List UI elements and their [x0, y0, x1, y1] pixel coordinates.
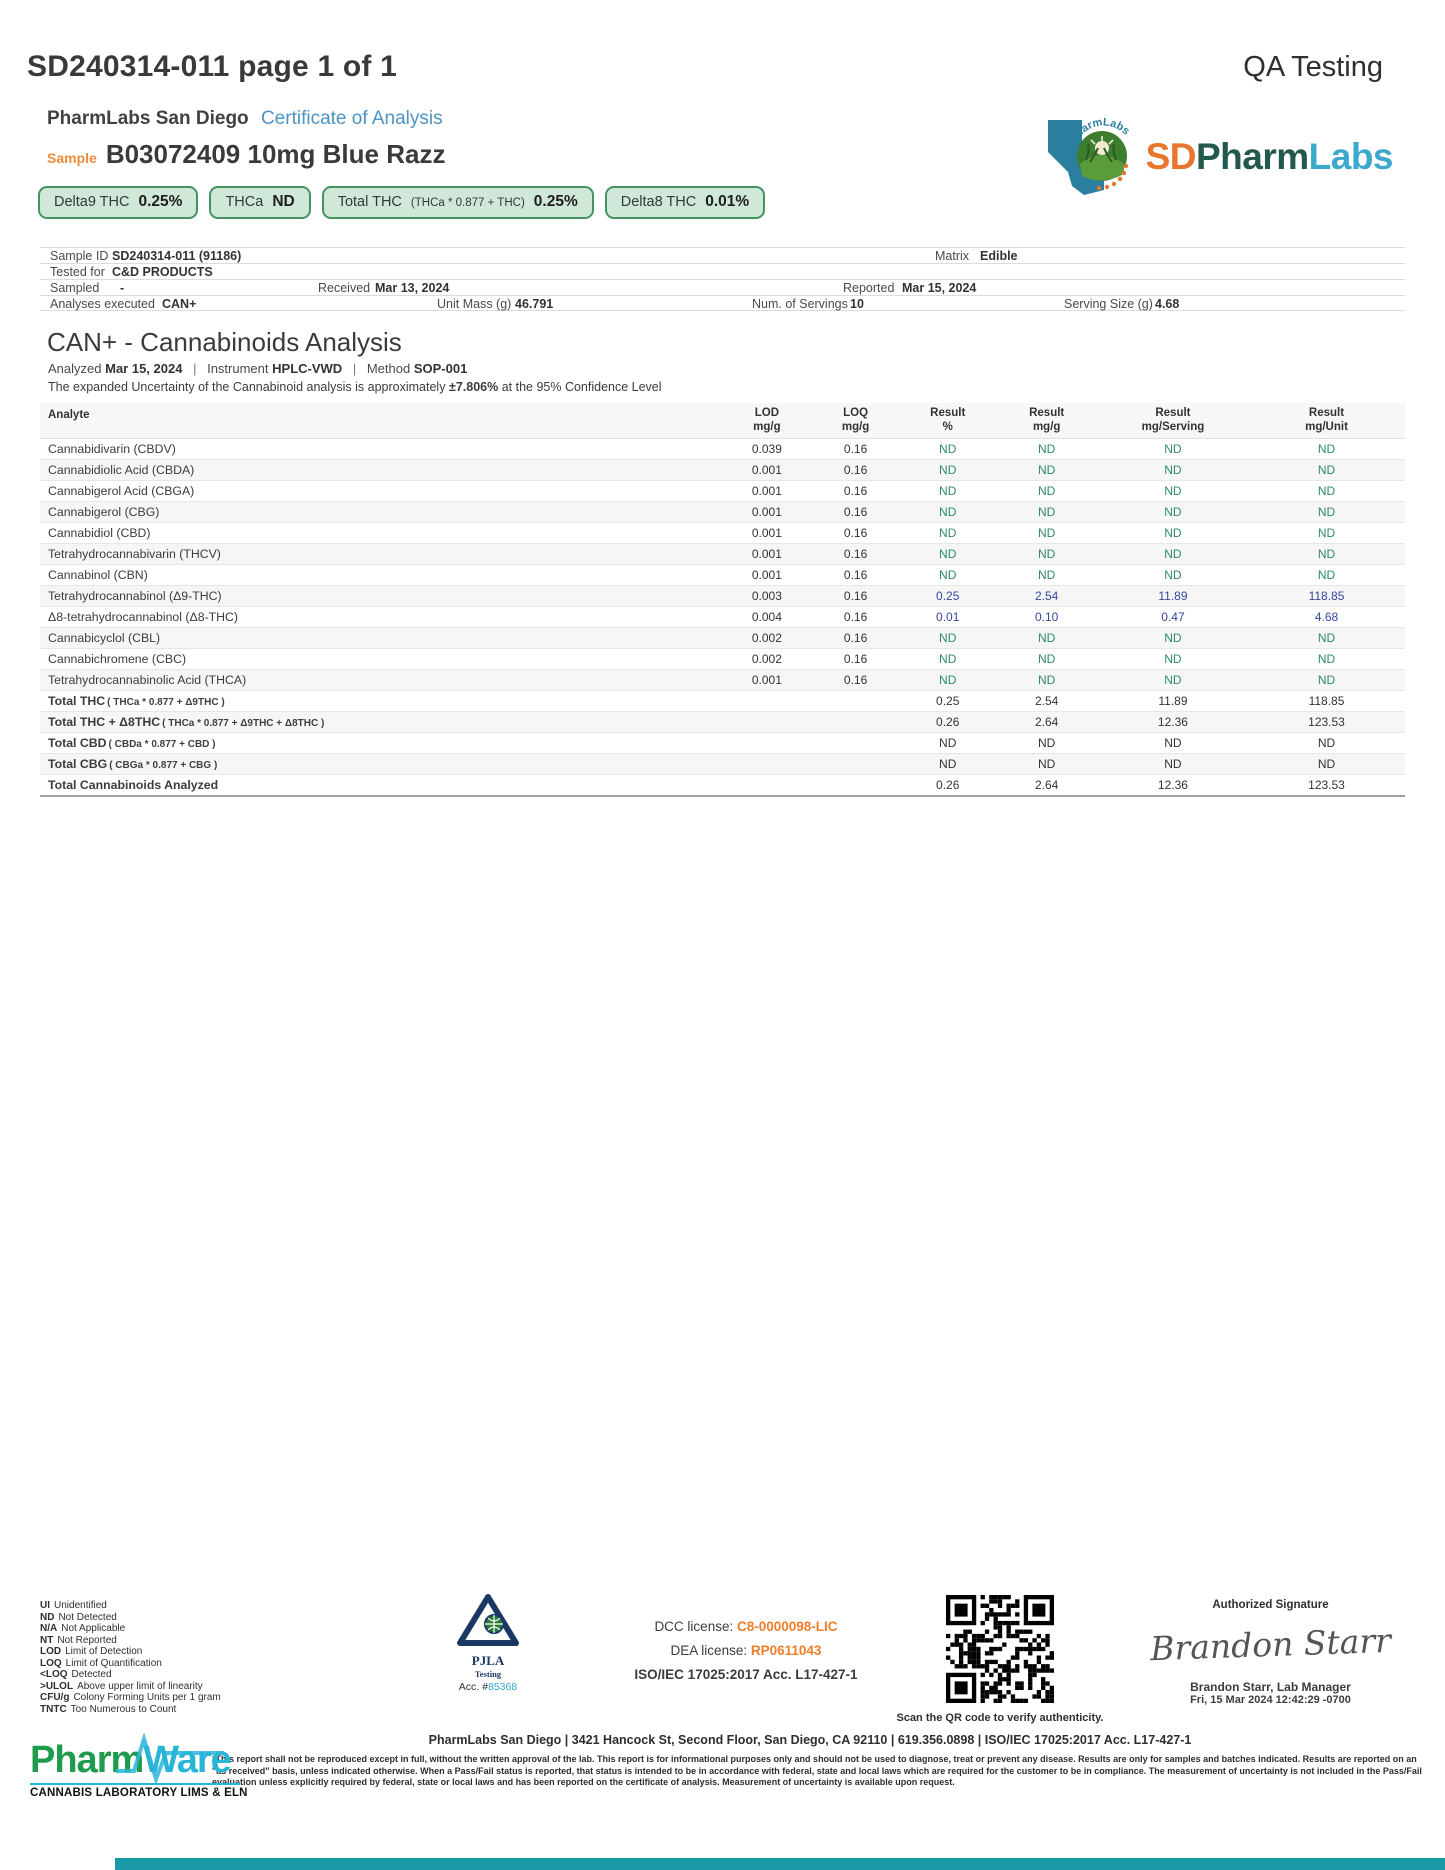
table-row: [40, 501, 1405, 522]
california-emblem-icon: [1042, 116, 1142, 198]
legend-abbr: UI: [40, 1600, 50, 1611]
table-row: [40, 585, 1405, 606]
serving-size-label: Serving Size (g): [1064, 297, 1153, 311]
value-cell: 0.002: [723, 648, 812, 669]
value-cell: ND: [996, 543, 1098, 564]
value-cell: 0.16: [811, 501, 900, 522]
legend-item: [40, 1681, 221, 1693]
value-cell: ND: [996, 522, 1098, 543]
analyte-cell: [40, 564, 723, 585]
footer: [0, 1593, 1445, 1870]
value-cell: ND: [900, 669, 996, 690]
doc-id: SD240314-011 page 1 of 1: [27, 50, 398, 83]
pjla-triangle-icon: [457, 1593, 519, 1647]
analyte-name: Total THC + Δ8THC: [48, 714, 161, 729]
analyses-label: Analyses executed: [50, 297, 155, 311]
value-cell: 0.001: [723, 459, 812, 480]
analyte-name: Total Cannabinoids Analyzed: [48, 777, 219, 792]
analyte-cell: [40, 690, 723, 711]
value-cell: ND: [1248, 648, 1405, 669]
table-row: [40, 438, 1405, 459]
unit-mass-label: Unit Mass (g): [437, 297, 512, 311]
value-cell: ND: [1248, 501, 1405, 522]
badge-value: 0.01%: [705, 193, 750, 210]
bottom-accent-bar: [115, 1858, 1445, 1870]
table-row: [40, 459, 1405, 480]
legend-text: Not Detected: [58, 1611, 117, 1623]
analyte-name: Cannabichromene (CBC): [48, 651, 187, 666]
value-cell: ND: [1248, 522, 1405, 543]
value-cell: 118.85: [1248, 585, 1405, 606]
analyte-name: Cannabidivarin (CBDV): [48, 441, 176, 456]
analyzed-value: Mar 15, 2024: [105, 361, 183, 376]
tested-for-value: C&D PRODUCTS: [112, 265, 213, 279]
value-cell: 0.001: [723, 480, 812, 501]
value-cell: ND: [900, 438, 996, 459]
badge-label: Delta8 THC: [620, 194, 697, 210]
analyte-cell: [40, 753, 723, 774]
legend-abbr: TNTC: [40, 1703, 67, 1715]
pjla-accession: Acc. #85368: [458, 1681, 518, 1693]
legend-abbr: >ULOL: [40, 1680, 74, 1692]
value-cell: [811, 753, 900, 774]
analyte-name: Tetrahydrocannabinol (Δ9-THC): [48, 588, 222, 603]
legend-text: Limit of Detection: [65, 1646, 143, 1657]
value-cell: 4.68: [1248, 606, 1405, 627]
value-cell: 0.004: [723, 606, 812, 627]
table-row: [40, 606, 1405, 627]
legend-abbr: N/A: [40, 1623, 58, 1634]
analyte-cell: [40, 648, 723, 669]
col-lod: LOD mg/g: [723, 403, 812, 438]
analyte-cell: [40, 480, 723, 501]
analyte-cell: [40, 438, 723, 459]
value-cell: ND: [1248, 732, 1405, 753]
analyte-formula: ( THCa * 0.877 + Δ9THC ): [107, 696, 225, 708]
value-cell: 12.36: [1098, 774, 1248, 796]
table-row: [40, 690, 1405, 711]
header-topline: [0, 0, 1445, 84]
value-cell: 123.53: [1248, 711, 1405, 732]
table-row: [40, 711, 1405, 732]
dcc-license-value: C8-0000098-LIC: [736, 1619, 838, 1634]
pharmware-pharm: Pharm: [30, 1739, 144, 1781]
legend-item: [40, 1704, 221, 1716]
value-cell: ND: [996, 627, 1098, 648]
value-cell: [723, 711, 812, 732]
signer-name: Brandon Starr, Lab Manager: [1190, 1680, 1351, 1694]
pjla-sub: Testing: [474, 1669, 502, 1679]
sample-id-label: Sample ID: [50, 249, 109, 263]
legend-abbr: ND: [40, 1611, 55, 1623]
lab-address: PharmLabs San Diego | 3421 Hancock St, Second Floor, San Diego, CA 92110 | 619.356.0898 | ISO/IEC 17025:2017 Acc. L17-427-1: [428, 1733, 1192, 1747]
value-cell: ND: [996, 732, 1098, 753]
received-label: Received: [318, 281, 371, 295]
value-cell: ND: [1248, 459, 1405, 480]
reported-label: Reported: [843, 281, 895, 295]
legend-item: [40, 1635, 221, 1647]
separator: |: [193, 361, 197, 376]
value-cell: ND: [1098, 480, 1248, 501]
value-cell: 0.26: [900, 711, 996, 732]
table-row: [40, 732, 1405, 753]
value-cell: ND: [1098, 648, 1248, 669]
tested-for-label: Tested for: [50, 265, 105, 279]
legend-item: [40, 1658, 221, 1670]
value-cell: 0.26: [900, 774, 996, 796]
value-cell: ND: [1098, 459, 1248, 480]
legend-item: [40, 1623, 221, 1635]
value-cell: ND: [1098, 669, 1248, 690]
col-analyte: Analyte: [40, 403, 723, 438]
value-cell: 0.47: [1098, 606, 1248, 627]
iso-accreditation: ISO/IEC 17025:2017 Acc. L17-427-1: [634, 1667, 858, 1682]
value-cell: ND: [1098, 543, 1248, 564]
value-cell: 2.64: [996, 774, 1098, 796]
value-cell: ND: [996, 459, 1098, 480]
uncertainty-note: [48, 380, 1405, 394]
badge-label: THCa: [225, 194, 264, 210]
legend-abbr: CFU/g: [40, 1692, 70, 1703]
legend-text: Limit of Quantification: [65, 1657, 162, 1669]
value-cell: 123.53: [1248, 774, 1405, 796]
analyte-cell: [40, 522, 723, 543]
analyte-formula: ( CBDa * 0.877 + CBD ): [108, 738, 216, 750]
value-cell: 0.16: [811, 669, 900, 690]
value-cell: [723, 774, 812, 796]
logo-wordmark: [1146, 136, 1393, 178]
value-cell: ND: [996, 480, 1098, 501]
table-row: [40, 543, 1405, 564]
value-cell: 11.89: [1098, 690, 1248, 711]
legend-abbr: <LOQ: [40, 1669, 68, 1680]
value-cell: ND: [1248, 753, 1405, 774]
value-cell: 0.16: [811, 585, 900, 606]
analyte-name: Tetrahydrocannabivarin (THCV): [48, 546, 221, 561]
value-cell: ND: [1098, 732, 1248, 753]
qr-code: [946, 1595, 1054, 1703]
value-cell: ND: [900, 459, 996, 480]
analysis-meta: [48, 361, 1405, 376]
value-cell: ND: [900, 753, 996, 774]
section-title: CAN+ - Cannabinoids Analysis: [47, 327, 402, 357]
pjla-name: PJLA: [471, 1653, 505, 1668]
col-loq: LOQ mg/g: [811, 403, 900, 438]
dcc-license-label: DCC license:: [654, 1619, 734, 1634]
logo-pharm: Pharm: [1195, 136, 1309, 177]
value-cell: 0.003: [723, 585, 812, 606]
analyte-cell: [40, 606, 723, 627]
dea-license-value: RP0611043: [750, 1643, 822, 1658]
value-cell: 0.002: [723, 627, 812, 648]
analyte-cell: [40, 459, 723, 480]
pharmware-caption: CANNABIS LABORATORY LIMS & ELN: [30, 1783, 240, 1799]
analyte-cell: [40, 543, 723, 564]
servings-value: 10: [850, 297, 864, 311]
badge-total-thc: [322, 186, 594, 219]
uncertainty-suffix: at the 95% Confidence Level: [501, 380, 662, 394]
dea-license-label: DEA license:: [670, 1643, 748, 1658]
value-cell: ND: [1098, 753, 1248, 774]
logo-arc-text: PharmLabs: [1067, 116, 1132, 146]
legend-text: Too Numerous to Count: [70, 1703, 177, 1715]
value-cell: 0.25: [900, 585, 996, 606]
value-cell: 2.54: [996, 690, 1098, 711]
value-cell: [811, 690, 900, 711]
legend-item: [40, 1646, 221, 1658]
table-header-row: [40, 403, 1405, 438]
value-cell: 11.89: [1098, 585, 1248, 606]
value-cell: ND: [996, 648, 1098, 669]
value-cell: [723, 753, 812, 774]
value-cell: [811, 732, 900, 753]
legend-abbr: LOD: [40, 1646, 62, 1657]
value-cell: 12.36: [1098, 711, 1248, 732]
uncertainty-value: ±7.806%: [448, 380, 499, 394]
value-cell: ND: [1098, 501, 1248, 522]
value-cell: 0.16: [811, 459, 900, 480]
value-cell: 0.16: [811, 648, 900, 669]
value-cell: [723, 690, 812, 711]
instrument-value: HPLC-VWD: [272, 361, 343, 376]
analyses-value: CAN+: [162, 297, 197, 311]
certificate-title: Certificate of Analysis: [260, 108, 443, 129]
servings-label: Num. of Servings: [752, 297, 848, 311]
received-value: Mar 13, 2024: [375, 281, 450, 295]
value-cell: ND: [1098, 564, 1248, 585]
value-cell: 2.64: [996, 711, 1098, 732]
serving-size-value: 4.68: [1155, 297, 1180, 311]
lab-name: PharmLabs San Diego: [47, 108, 249, 129]
value-cell: ND: [996, 438, 1098, 459]
col-result-mgserving: Result mg/Serving: [1098, 403, 1248, 438]
signature-title: Authorized Signature: [1212, 1599, 1329, 1611]
sampled-value: -: [120, 281, 125, 295]
value-cell: 0.001: [723, 501, 812, 522]
value-cell: [723, 732, 812, 753]
badge-formula: (THCa * 0.877 + THC): [410, 197, 525, 209]
legend-text: Above upper limit of linearity: [77, 1680, 203, 1692]
reported-value: Mar 15, 2024: [902, 281, 977, 295]
analyte-name: Tetrahydrocannabinolic Acid (THCA): [48, 672, 247, 687]
uncertainty-prefix: The expanded Uncertainty of the Cannabinoid analysis is approximately: [48, 380, 446, 394]
value-cell: ND: [900, 648, 996, 669]
value-cell: ND: [1248, 438, 1405, 459]
analyte-cell: [40, 669, 723, 690]
value-cell: 0.16: [811, 438, 900, 459]
legend-item: [40, 1612, 221, 1624]
license-block: [596, 1619, 896, 1691]
value-cell: ND: [1248, 564, 1405, 585]
value-cell: ND: [996, 669, 1098, 690]
table-row: [40, 669, 1405, 690]
matrix-value: Edible: [980, 249, 1018, 263]
table-row: [40, 774, 1405, 796]
legend-text: Colony Forming Units per 1 gram: [73, 1692, 221, 1703]
value-cell: [811, 711, 900, 732]
qa-testing-label: QA Testing: [1243, 51, 1383, 83]
value-cell: [811, 774, 900, 796]
sample-name: B03072409 10mg Blue Razz: [105, 139, 446, 169]
value-cell: ND: [1098, 522, 1248, 543]
table-row: [40, 522, 1405, 543]
analyte-name: Cannabidiol (CBD): [48, 525, 151, 540]
legend-item: [40, 1669, 221, 1681]
table-row: [40, 648, 1405, 669]
value-cell: 0.001: [723, 564, 812, 585]
analyte-name: Cannabidiolic Acid (CBDA): [48, 462, 195, 477]
value-cell: 0.16: [811, 564, 900, 585]
abbreviation-legend: [40, 1600, 221, 1715]
value-cell: ND: [996, 501, 1098, 522]
badge-value: 0.25%: [533, 193, 578, 210]
value-cell: ND: [900, 480, 996, 501]
value-cell: 2.54: [996, 585, 1098, 606]
value-cell: ND: [900, 564, 996, 585]
cannabinoids-table: [40, 403, 1405, 797]
legend-item: [40, 1600, 221, 1612]
value-cell: 0.16: [811, 480, 900, 501]
value-cell: 0.16: [811, 522, 900, 543]
analyte-cell: [40, 774, 723, 796]
value-cell: ND: [900, 627, 996, 648]
table-row: [40, 564, 1405, 585]
qr-caption: Scan the QR code to verify authenticity.: [896, 1712, 1104, 1724]
logo-labs: Labs: [1308, 136, 1393, 177]
analyzed-label: Analyzed: [48, 361, 102, 376]
legend-abbr: NT: [40, 1634, 54, 1646]
value-cell: ND: [1248, 543, 1405, 564]
analyte-name: Cannabigerol (CBG): [48, 504, 160, 519]
value-cell: 0.001: [723, 543, 812, 564]
pulse-line-icon: [116, 1733, 226, 1783]
signature-script: Brandon Starr: [1149, 1620, 1392, 1669]
info-row: [40, 247, 1405, 263]
badge-value: ND: [272, 193, 295, 210]
separator: |: [352, 361, 357, 376]
legend-abbr: LOQ: [40, 1657, 62, 1669]
value-cell: ND: [900, 543, 996, 564]
value-cell: 0.16: [811, 606, 900, 627]
value-cell: ND: [996, 564, 1098, 585]
sdpharmlabs-logo: [1042, 116, 1393, 198]
logo-sd: SD: [1145, 136, 1196, 177]
badge-label: Total THC: [337, 194, 402, 210]
value-cell: 0.10: [996, 606, 1098, 627]
col-result-mgg: Result mg/g: [996, 403, 1098, 438]
info-row: [40, 279, 1405, 295]
instrument-label: Instrument: [207, 361, 269, 376]
col-result-mgunit: Result mg/Unit: [1248, 403, 1405, 438]
badge-label: Delta9 THC: [54, 194, 130, 210]
legend-text: Not Applicable: [61, 1623, 126, 1634]
table-row: [40, 627, 1405, 648]
badge-delta9-thc: [38, 186, 198, 219]
analyte-formula: ( CBGa * 0.877 + CBG ): [109, 759, 218, 771]
value-cell: 0.25: [900, 690, 996, 711]
analyte-cell: [40, 585, 723, 606]
analyte-name: Total THC: [48, 693, 106, 708]
info-row: [40, 295, 1405, 311]
analyte-cell: [40, 501, 723, 522]
analyte-name: Cannabinol (CBN): [48, 567, 148, 582]
info-row: [40, 263, 1405, 279]
method-value: SOP-001: [413, 361, 468, 376]
analyte-name: Total CBD: [48, 735, 107, 750]
value-cell: ND: [1098, 627, 1248, 648]
value-cell: 0.039: [723, 438, 812, 459]
analyte-cell: [40, 627, 723, 648]
pjla-accreditation: [428, 1593, 548, 1693]
value-cell: ND: [996, 753, 1098, 774]
table-row: [40, 480, 1405, 501]
cannabinoids-analysis-section: [40, 327, 1405, 797]
analyte-name: Total CBG: [48, 756, 108, 771]
sampled-label: Sampled: [50, 281, 100, 295]
analyte-name: Cannabigerol Acid (CBGA): [48, 483, 195, 498]
value-cell: 0.01: [900, 606, 996, 627]
pharmware-logo: [30, 1739, 248, 1799]
value-cell: 0.16: [811, 627, 900, 648]
analyte-name: Cannabicyclol (CBL): [48, 630, 161, 645]
legend-item: [40, 1692, 221, 1704]
legend-text: Unidentified: [54, 1600, 107, 1611]
col-result-pct: Result %: [900, 403, 996, 438]
analyte-formula: ( THCa * 0.877 + Δ9THC + Δ8THC ): [162, 717, 325, 729]
signature-date: Fri, 15 Mar 2024 12:42:29 -0700: [1190, 1694, 1351, 1706]
unit-mass-value: 46.791: [515, 297, 554, 311]
matrix-label: Matrix: [935, 249, 970, 263]
value-cell: 0.16: [811, 543, 900, 564]
disclaimer: *This report shall not be reproduced except in full, without the written approval of the lab. This report is for informational purposes only and should not be used to diagnose, treat or prevent any disease. Results are only for samples and batches indicated. Results are reported on an "as received" basis, unless indicated otherwise. When a Pass/Fail status is reported, that status is intended to be in accordance with federal, state and local laws which are required for the customer to be in compliance. The measurement of uncertainty is not included in the Pass/Fail evaluation unless explicitly required by federal, state or local laws and has been reported on the certificate of analysis. Measurement of uncertainty is available upon request.: [212, 1754, 1422, 1788]
value-cell: ND: [900, 732, 996, 753]
value-cell: ND: [1248, 480, 1405, 501]
badge-delta8-thc: [605, 186, 765, 219]
signature-block: [1128, 1599, 1413, 1706]
value-cell: ND: [1248, 627, 1405, 648]
analyte-name: Δ8-tetrahydrocannabinol (Δ8-THC): [48, 609, 239, 624]
method-label: Method: [366, 361, 411, 376]
value-cell: 0.001: [723, 669, 812, 690]
pharmware-ware: Ware: [143, 1739, 231, 1781]
value-cell: ND: [900, 501, 996, 522]
table-row: [40, 753, 1405, 774]
analyte-cell: [40, 732, 723, 753]
value-cell: ND: [900, 522, 996, 543]
sample-id-value: SD240314-011 (91186): [112, 249, 242, 263]
legend-text: Not Reported: [57, 1634, 117, 1646]
qr-block: [890, 1595, 1110, 1724]
badge-value: 0.25%: [138, 193, 183, 210]
sample-info: [40, 247, 1405, 311]
value-cell: 0.001: [723, 522, 812, 543]
legend-text: Detected: [71, 1669, 112, 1680]
value-cell: ND: [1098, 438, 1248, 459]
value-cell: ND: [1248, 669, 1405, 690]
sample-label: Sample: [47, 150, 97, 166]
value-cell: 118.85: [1248, 690, 1405, 711]
analyte-cell: [40, 711, 723, 732]
badge-thca: [209, 186, 310, 219]
